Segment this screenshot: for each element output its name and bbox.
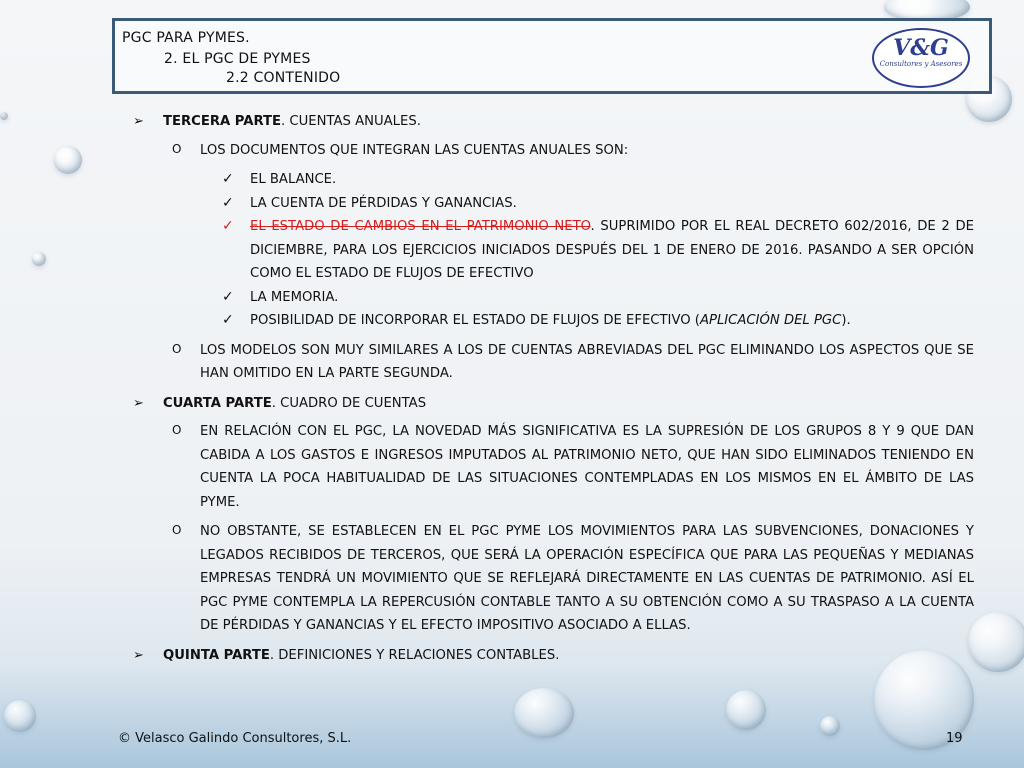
water-drop-decoration — [968, 612, 1024, 672]
list-item-text: EN RELACIÓN CON EL PGC, LA NOVEDAD MÁS SIGNIFICATIVA ES LA SUPRESIÓN DE LOS GRUPOS 8 Y 9 QUE DAN CABIDA A LOS GASTOS E INGRESOS IMPUTADOS AL PATRIMONIO NETO, QUE HAN SIDO ELIMINADOS TENIENDO EN CUENTA LA POCA HABITUALIDAD DE LAS SITUACIONES CONTEMPLADAS EN LOS MISMOS EN EL ÁMBITO DE LAS PYME. — [200, 424, 974, 510]
circle-bullet-icon: O — [172, 141, 182, 156]
water-drop-decoration — [514, 688, 574, 738]
check-bullet-icon: ✓ — [222, 194, 234, 211]
water-drop-decoration — [4, 700, 36, 732]
struck-note: . SUPRIMIDO POR EL REAL DECRETO 602/2016, DE 2 DE DICIEMBRE, PARA LOS EJERCICIOS INICIADOS DESPUÉS DEL 1 DE ENERO DE 2016. PASANDO A SER OPCIÓN COMO EL ESTADO DE FLUJOS DE EFECTIVO — [250, 219, 974, 281]
circle-bullet-icon: O — [172, 523, 182, 537]
slide-content — [132, 110, 974, 672]
check-item-text: LA CUENTA DE PÉRDIDAS Y GANANCIAS. — [250, 195, 517, 211]
section-heading: QUINTA PARTE — [163, 647, 270, 663]
list-item — [132, 420, 974, 514]
check-bullet-icon: ✓ — [222, 218, 234, 234]
section-heading-rest: . CUADRO DE CUENTAS — [271, 395, 427, 411]
water-drop-decoration — [32, 252, 46, 266]
struck-text: EL ESTADO DE CAMBIOS EN EL PATRIMONIO NETO — [250, 219, 591, 234]
section-heading-rest: . CUENTAS ANUALES. — [281, 114, 421, 129]
circle-bullet-icon: O — [172, 423, 182, 437]
water-drop-decoration — [54, 146, 82, 174]
list-item-text: LOS DOCUMENTOS QUE INTEGRAN LAS CUENTAS ANUALES SON: — [200, 142, 629, 158]
check-item-text: POSIBILIDAD DE INCORPORAR EL ESTADO DE FLUJOS DE EFECTIVO ( — [250, 313, 700, 328]
check-item — [132, 309, 974, 333]
section-heading: CUARTA PARTE — [163, 395, 272, 411]
water-drop-decoration — [726, 690, 766, 730]
check-bullet-icon: ✓ — [222, 312, 234, 328]
list-item — [132, 339, 974, 386]
list-item-text: LOS MODELOS SON MUY SIMILARES A LOS DE CUENTAS ABREVIADAS DEL PGC ELIMINANDO LOS ASPECTOS QUE SE HAN OMITIDO EN LA PARTE SEGUNDA. — [200, 342, 974, 381]
water-drop-decoration — [820, 716, 840, 736]
check-item — [132, 168, 974, 192]
list-item-tercera-parte — [132, 110, 974, 134]
check-bullet-icon: ✓ — [222, 288, 234, 305]
check-item-struck — [132, 215, 974, 286]
check-item-text: EL BALANCE. — [250, 172, 337, 187]
list-item-quinta-parte — [132, 644, 974, 668]
circle-bullet-icon: O — [172, 341, 182, 356]
check-item-text: LA MEMORIA. — [250, 289, 339, 305]
list-item-cuarta-parte — [132, 392, 974, 416]
list-item-text: NO OBSTANTE, SE ESTABLECEN EN EL PGC PYME LOS MOVIMIENTOS PARA LAS SUBVENCIONES, DONACIONES Y LEGADOS RECIBIDOS DE TERCEROS, QUE SERÁ LA OPERACIÓN ESPECÍFICA QUE PARA LAS PEQUEÑAS Y MEDIANAS EMPRESAS TENDRÁ UN MOVIMIENTO QUE SE REFLEJARÁ DIRECTAMENTE EN LAS CUENTAS DE PATRIMONIO. ASÍ EL PGC PYME CONTEMPLA LA REPERCUSIÓN CONTABLE TANTO A SU OBTENCIÓN COMO A SU TRASPASO A LA CUENTA DE PÉRDIDAS Y GANANCIAS Y EL EFECTO IMPOSITIVO ASOCIADO A ELLAS. — [200, 524, 974, 633]
page-number: 19 — [946, 731, 963, 746]
arrow-bullet-icon: ➢ — [133, 395, 144, 411]
section-heading: TERCERA PARTE — [163, 114, 282, 129]
arrow-bullet-icon: ➢ — [133, 647, 144, 663]
header-section: 2. EL PGC DE PYMES — [164, 51, 311, 67]
footer-copyright: © Velasco Galindo Consultores, S.L. — [118, 731, 352, 746]
water-drop-decoration — [0, 112, 8, 120]
header-title: PGC PARA PYMES. — [122, 30, 250, 46]
arrow-bullet-icon: ➢ — [133, 114, 144, 129]
check-bullet-icon: ✓ — [222, 171, 234, 187]
check-item-text-end: ). — [841, 313, 851, 328]
check-item — [132, 192, 974, 216]
company-logo — [872, 28, 970, 88]
list-item — [132, 139, 974, 163]
logo-mark: V&G — [893, 35, 949, 61]
section-heading-rest: . DEFINICIONES Y RELACIONES CONTABLES. — [269, 647, 560, 663]
logo-subtitle: Consultores y Asesores — [879, 60, 963, 68]
header-subsection: 2.2 CONTENIDO — [226, 70, 341, 86]
italic-text: APLICACIÓN DEL PGC — [699, 313, 842, 328]
check-item — [132, 286, 974, 310]
list-item — [132, 520, 974, 638]
